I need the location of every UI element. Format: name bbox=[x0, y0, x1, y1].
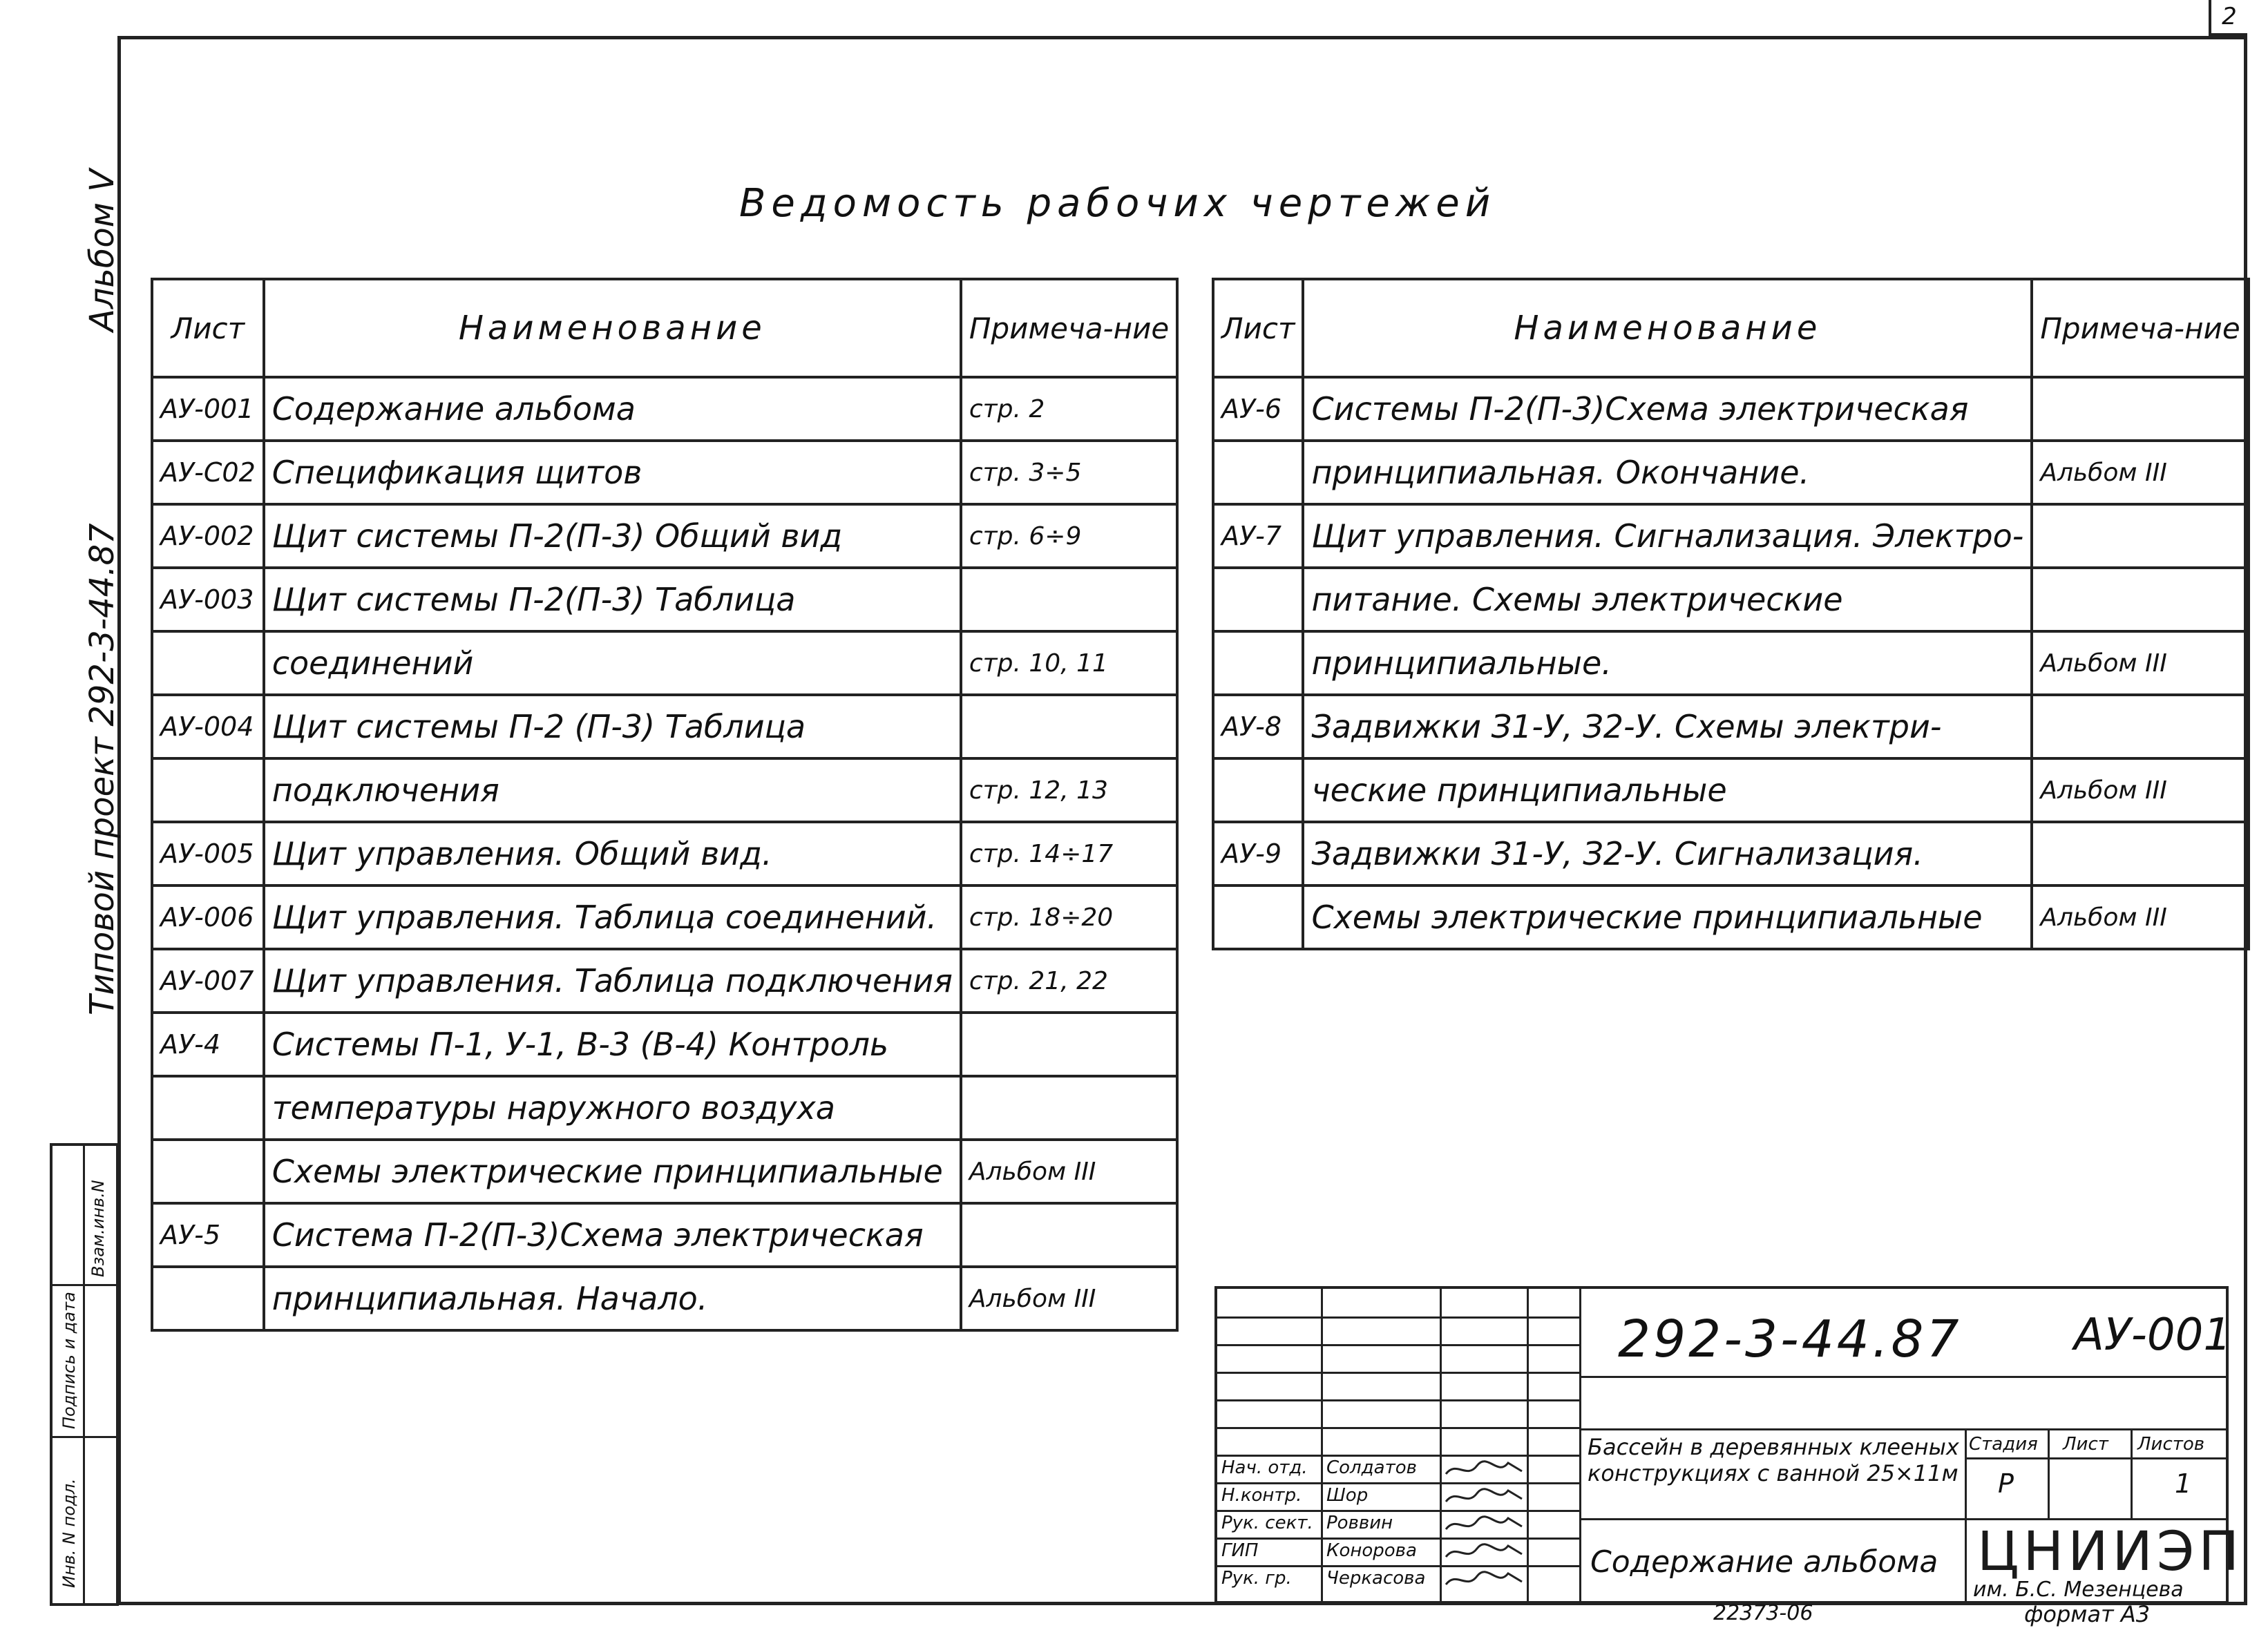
drawing-name: принципиальная. Окончание. bbox=[1303, 441, 2032, 504]
signature-icon bbox=[1442, 1539, 1525, 1564]
header-note: Примеча-ние bbox=[2032, 279, 2248, 377]
sheet-number bbox=[152, 1140, 264, 1203]
sheet-number bbox=[152, 631, 264, 695]
doc-title: Содержание альбома bbox=[1590, 1544, 1938, 1580]
sheet-number: АУ-8 bbox=[1213, 695, 1303, 758]
drawing-name: Система П-2(П-3)Схема электрическая bbox=[264, 1203, 961, 1267]
drawing-note bbox=[2032, 377, 2248, 441]
table-row bbox=[152, 1267, 1177, 1330]
signatory-name: Черкасова bbox=[1326, 1568, 1426, 1589]
table-header bbox=[1213, 279, 2249, 377]
drawing-note bbox=[2032, 822, 2248, 885]
signatory-name: Шор bbox=[1326, 1485, 1369, 1506]
table-row bbox=[152, 949, 1177, 1013]
drawing-name: Спецификация щитов bbox=[264, 441, 961, 504]
table-row bbox=[1213, 377, 2249, 441]
sheet-number: АУ-4 bbox=[152, 1013, 264, 1076]
table-row bbox=[152, 822, 1177, 885]
drawing-name: Системы П-1, У-1, В-3 (В-4) Контроль bbox=[264, 1013, 961, 1076]
drawing-note: Альбом III bbox=[961, 1267, 1177, 1330]
signature-date-label: Подпись и дата bbox=[59, 1292, 79, 1429]
drawing-name: Щит управления. Таблица соединений. bbox=[264, 885, 961, 949]
table-row bbox=[1213, 568, 2249, 631]
project-label: Типовой проект 292-3-44.87 bbox=[83, 523, 122, 1015]
org-name: ЦНИИЭП bbox=[1977, 1521, 2244, 1583]
signatory-name: Роввин bbox=[1326, 1513, 1393, 1533]
drawing-note: Альбом III bbox=[2032, 885, 2248, 949]
drawing-name: Схемы электрические принципиальные bbox=[1303, 885, 2032, 949]
signatory-role: Н.контр. bbox=[1221, 1485, 1302, 1506]
drawing-name: принципиальная. Начало. bbox=[264, 1267, 961, 1330]
sheet-number: АУ-002 bbox=[152, 504, 264, 568]
signatory-role: ГИП bbox=[1221, 1540, 1259, 1561]
drawing-note bbox=[961, 568, 1177, 631]
drawing-name: Задвижки З1-У, З2-У. Схемы электри- bbox=[1303, 695, 2032, 758]
drawings-table-left bbox=[151, 278, 1179, 1332]
drawing-name: температуры наружного воздуха bbox=[264, 1076, 961, 1140]
drawing-note: Альбом III bbox=[2032, 758, 2248, 822]
drawing-note bbox=[961, 1076, 1177, 1140]
table-row bbox=[1213, 758, 2249, 822]
header-sheet: Лист bbox=[152, 279, 264, 377]
drawing-name: подключения bbox=[264, 758, 961, 822]
sheet-number: АУ-007 bbox=[152, 949, 264, 1013]
drawing-name: питание. Схемы электрические bbox=[1303, 568, 2032, 631]
drawing-note bbox=[2032, 504, 2248, 568]
stage-label: Стадия bbox=[1969, 1434, 2038, 1455]
stage-value: Р bbox=[1998, 1468, 2014, 1499]
drawing-note bbox=[961, 695, 1177, 758]
signatory-role: Рук. сект. bbox=[1221, 1513, 1313, 1533]
drawing-note: Альбом III bbox=[961, 1140, 1177, 1203]
drawing-note: стр. 12, 13 bbox=[961, 758, 1177, 822]
org-subtitle: им. Б.С. Мезенцева bbox=[1973, 1578, 2184, 1602]
table-row bbox=[152, 1140, 1177, 1203]
drawing-name: Щит управления. Таблица подключения bbox=[264, 949, 961, 1013]
drawing-name: соединений bbox=[264, 631, 961, 695]
inv-replace-label: Взам.инв.N bbox=[88, 1180, 108, 1277]
signatory-role: Нач. отд. bbox=[1221, 1457, 1308, 1478]
signatory-name: Солдатов bbox=[1326, 1457, 1417, 1478]
drawing-name: Схемы электрические принципиальные bbox=[264, 1140, 961, 1203]
doc-code: 292-3-44.87 bbox=[1618, 1310, 1962, 1369]
drawing-name: принципиальные. bbox=[1303, 631, 2032, 695]
table-row bbox=[1213, 631, 2249, 695]
sheet-number: АУ-004 bbox=[152, 695, 264, 758]
title-block bbox=[1214, 1286, 2244, 1604]
table-row bbox=[152, 504, 1177, 568]
sheet-number bbox=[152, 1267, 264, 1330]
table-row bbox=[152, 441, 1177, 504]
drawing-note bbox=[961, 1203, 1177, 1267]
sheets-label: Листов bbox=[2137, 1434, 2205, 1455]
drawing-note: стр. 18÷20 bbox=[961, 885, 1177, 949]
header-sheet: Лист bbox=[1213, 279, 1303, 377]
drawing-name: Системы П-2(П-3)Схема электрическая bbox=[1303, 377, 2032, 441]
page-number: 2 bbox=[2209, 0, 2247, 36]
table-row bbox=[152, 695, 1177, 758]
header-note: Примеча-ние bbox=[961, 279, 1177, 377]
drawing-name: Щит управления. Общий вид. bbox=[264, 822, 961, 885]
format-label: формат А3 bbox=[2024, 1601, 2151, 1627]
page-title: Ведомость рабочих чертежей bbox=[739, 181, 1496, 226]
table-row bbox=[152, 1013, 1177, 1076]
table-row bbox=[152, 1076, 1177, 1140]
drawing-name: Щит управления. Сигнализация. Электро- bbox=[1303, 504, 2032, 568]
side-approval-box bbox=[50, 1143, 119, 1606]
table-row bbox=[152, 885, 1177, 949]
header-name: Наименование bbox=[264, 279, 961, 377]
sheet-number bbox=[152, 1076, 264, 1140]
sheet-number: АУ-001 bbox=[152, 377, 264, 441]
drawing-note bbox=[961, 1013, 1177, 1076]
sheets-total: 1 bbox=[2175, 1468, 2192, 1499]
table-row bbox=[152, 758, 1177, 822]
drawing-note bbox=[2032, 568, 2248, 631]
drawing-note: Альбом III bbox=[2032, 441, 2248, 504]
sheet-number: АУ-5 bbox=[152, 1203, 264, 1267]
sheet-number bbox=[1213, 631, 1303, 695]
sheet-number bbox=[1213, 885, 1303, 949]
signature-icon bbox=[1442, 1567, 1525, 1591]
sheet-number: АУ-006 bbox=[152, 885, 264, 949]
drawing-note: стр. 2 bbox=[961, 377, 1177, 441]
drawing-note: стр. 21, 22 bbox=[961, 949, 1177, 1013]
drawing-note: стр. 14÷17 bbox=[961, 822, 1177, 885]
table-row bbox=[152, 377, 1177, 441]
sheet-label: Лист bbox=[2063, 1434, 2108, 1455]
sheet-code: АУ-001 bbox=[2074, 1310, 2232, 1361]
album-label: Альбом V bbox=[83, 169, 122, 332]
table-header bbox=[152, 279, 1177, 377]
drawing-note: Альбом III bbox=[2032, 631, 2248, 695]
drawing-name: Задвижки З1-У, З2-У. Сигнализация. bbox=[1303, 822, 2032, 885]
table-row bbox=[152, 631, 1177, 695]
sheet-number: АУ-7 bbox=[1213, 504, 1303, 568]
drawing-name: Щит системы П-2 (П-3) Таблица bbox=[264, 695, 961, 758]
signatory-role: Рук. гр. bbox=[1221, 1568, 1292, 1589]
object-name: Бассейн в деревянных клееных конструкциях с ванной 25×11м bbox=[1588, 1434, 1959, 1486]
sheet-number bbox=[152, 758, 264, 822]
sheet-number: АУ-9 bbox=[1213, 822, 1303, 885]
table-row bbox=[1213, 441, 2249, 504]
drawing-name: ческие принципиальные bbox=[1303, 758, 2032, 822]
table-row bbox=[1213, 885, 2249, 949]
side-text bbox=[41, 166, 124, 1064]
signatory-name: Конорова bbox=[1326, 1540, 1417, 1561]
signature-icon bbox=[1442, 1511, 1525, 1536]
sheet-number bbox=[1213, 758, 1303, 822]
drawing-note: стр. 10, 11 bbox=[961, 631, 1177, 695]
drawing-name: Щит системы П-2(П-3) Таблица bbox=[264, 568, 961, 631]
drawings-table-right bbox=[1212, 278, 2250, 950]
table-row bbox=[1213, 695, 2249, 758]
drawing-note: стр. 6÷9 bbox=[961, 504, 1177, 568]
inv-original-label: Инв. N подл. bbox=[59, 1478, 79, 1588]
sheet-number bbox=[1213, 441, 1303, 504]
table-row bbox=[1213, 504, 2249, 568]
header-name: Наименование bbox=[1303, 279, 2032, 377]
sheet-number bbox=[1213, 568, 1303, 631]
drawing-name: Щит системы П-2(П-3) Общий вид bbox=[264, 504, 961, 568]
table-row bbox=[1213, 822, 2249, 885]
bottom-code: 22373-06 bbox=[1713, 1601, 1813, 1625]
table-row bbox=[152, 568, 1177, 631]
sheet-number: АУ-С02 bbox=[152, 441, 264, 504]
sheet-number: АУ-6 bbox=[1213, 377, 1303, 441]
drawing-note bbox=[2032, 695, 2248, 758]
signature-icon bbox=[1442, 1456, 1525, 1481]
drawing-note: стр. 3÷5 bbox=[961, 441, 1177, 504]
table-row bbox=[152, 1203, 1177, 1267]
sheet-number: АУ-005 bbox=[152, 822, 264, 885]
sheet-number: АУ-003 bbox=[152, 568, 264, 631]
signature-icon bbox=[1442, 1484, 1525, 1509]
drawing-name: Содержание альбома bbox=[264, 377, 961, 441]
